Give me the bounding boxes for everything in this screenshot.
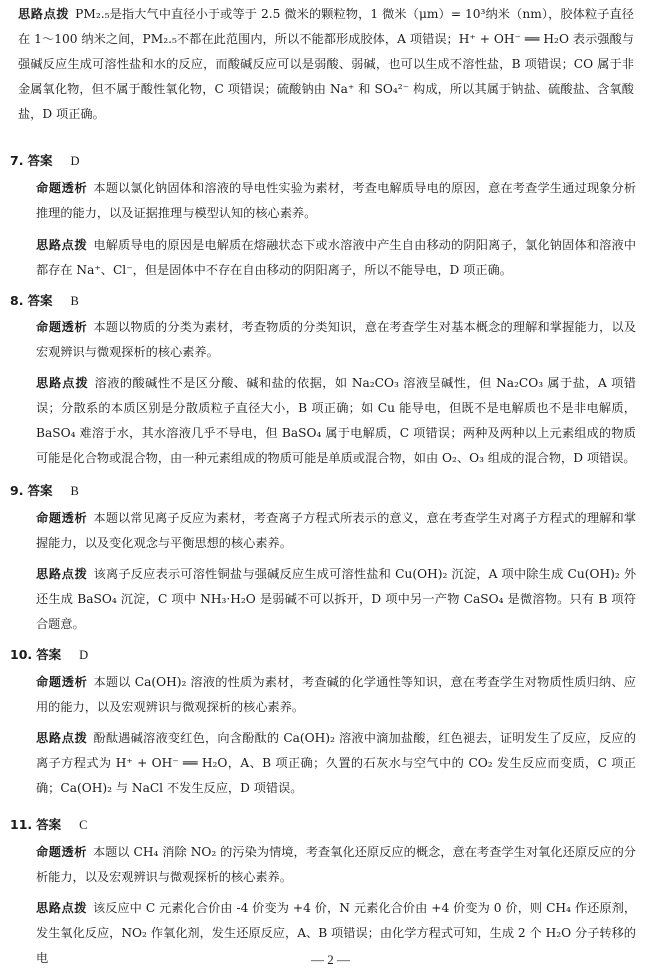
question-number: 11.: [10, 817, 33, 832]
answer-value: C: [79, 818, 88, 832]
paragraph-10-reasoning: [36, 726, 636, 801]
answer-9: [10, 480, 79, 502]
section-label: 命题透析: [36, 511, 88, 525]
question-number: 8.: [10, 293, 24, 308]
paragraph-text: 本题以 Ca(OH)₂ 溶液的性质为素材，考查碱的化学通性等知识，意在考查学生对物质性质归纳、应用的能力，以及宏观辨识与微观探析的核心素养。: [36, 675, 636, 714]
answer-label: 答案: [27, 153, 53, 168]
answer-label: 答案: [27, 483, 53, 498]
page-number: — 2 —: [311, 952, 350, 967]
paragraph-8-reasoning: [36, 371, 636, 471]
paragraph-text: 该离子反应表示可溶性铜盐与强碱反应生成可溶性盐和 Cu(OH)₂ 沉淀，A 项中除生成 Cu(OH)₂ 外还生成 BaSO₄ 沉淀，C 项中 NH₃·H₂O 是弱碱不可以拆开，D 项中另一产物 CaSO₄ 是微溶物。只有 B 项符合题意。: [36, 567, 637, 631]
answer-label: 答案: [36, 647, 62, 662]
section-label: 思路点拨: [36, 376, 89, 390]
paragraph-text: 酚酞遇碱溶液变红色，向含酚酞的 Ca(OH)₂ 溶液中滴加盐酸，红色褪去，证明发生了反应，反应的离子方程式为 H⁺ + OH⁻ ══ H₂O，A、B 项正确；久置的石灰水与空气中的 CO₂ 发生反应而变质，C 项正确；Ca(OH)₂ 与 NaCl 不发生反应，D 项错误。: [36, 731, 636, 795]
paragraph-11-intent: [36, 840, 636, 890]
question-number: 9.: [10, 483, 24, 498]
paragraph-text: 该反应中 C 元素化合价由 -4 价变为 +4 价，N 元素化合价由 +4 价变为 0 价，则 CH₄ 作还原剂，发生氧化反应，NO₂ 作氧化剂，发生还原反应，A、B 项错误；由化学方程式可知，生成 2 个 H₂O 分子转移的电: [36, 901, 637, 965]
section-label: 命题透析: [36, 675, 88, 689]
section-label: 思路点拨: [36, 901, 87, 915]
paragraph-9-reasoning: [36, 562, 636, 637]
section-label: 命题透析: [36, 181, 88, 195]
paragraph-text: 本题以物质的分类为素材，考查物质的分类知识，意在考查学生对基本概念的理解和掌握能力，以及宏观辨识与微观探析的核心素养。: [36, 320, 637, 359]
answer-value: D: [79, 648, 89, 662]
question-number: 10.: [10, 647, 33, 662]
answer-11: [10, 814, 88, 836]
paragraph-9-intent: [36, 506, 636, 556]
paragraph-7-intent: [36, 176, 636, 226]
section-label: 命题透析: [36, 845, 87, 859]
section-label: 思路点拨: [36, 731, 88, 745]
paragraph-6-reasoning: [18, 2, 634, 127]
answer-7: [10, 150, 79, 172]
paragraph-8-intent: [36, 315, 636, 365]
answer-value: B: [70, 484, 79, 498]
answer-10: [10, 644, 88, 666]
paragraph-text: 本题以氯化钠固体和溶液的导电性实验为素材，考查电解质导电的原因，意在考查学生通过现象分析推理的能力，以及证据推理与模型认知的核心素养。: [36, 181, 637, 220]
section-label: 思路点拨: [18, 7, 70, 21]
section-label: 思路点拨: [36, 567, 88, 581]
answer-8: [10, 290, 79, 312]
paragraph-10-intent: [36, 670, 636, 720]
question-number: 7.: [10, 153, 24, 168]
answer-label: 答案: [27, 293, 53, 308]
paragraph-text: 本题以常见离子反应为素材，考查离子方程式所表示的意义，意在考查学生对离子方程式的理解和掌握能力，以及变化观念与平衡思想的核心素养。: [36, 511, 637, 550]
answer-label: 答案: [36, 817, 62, 832]
answer-value: D: [70, 154, 80, 168]
answer-value: B: [70, 294, 79, 308]
section-label: 命题透析: [36, 320, 88, 334]
paragraph-text: 溶液的酸碱性不是区分酸、碱和盐的依据，如 Na₂CO₃ 溶液呈碱性，但 Na₂CO₃ 属于盐，A 项错误；分散系的本质区别是分散质粒子直径大小，B 项正确；如 Cu 能导电，但既不是电解质也不是非电解质，BaSO₄ 难溶于水，其水溶液几乎不导电，但 BaSO₄ 属于电解质，C 项错误；两种及两种以上元素组成的物质可能是化合物或混合物，由一种元素组成的物质可能是单质或混合物，如由 O₂、O₃ 组成的混合物，D 项错误。: [36, 376, 636, 465]
section-label: 思路点拨: [36, 238, 88, 252]
paragraph-text: 本题以 CH₄ 消除 NO₂ 的污染为情境，考查氧化还原反应的概念，意在考查学生对氧化还原反应的分析能力，以及宏观辨识与微观探析的核心素养。: [36, 845, 636, 884]
paragraph-text: 电解质导电的原因是电解质在熔融状态下或水溶液中产生自由移动的阴阳离子，氯化钠固体和溶液中都存在 Na⁺、Cl⁻，但是固体中不存在自由移动的阴阳离子，所以不能导电，D 项正确。: [36, 238, 637, 277]
paragraph-text: PM₂.₅是指大气中直径小于或等于 2.5 微米的颗粒物，1 微米（μm）= 10³纳米（nm），胶体粒子直径在 1～100 纳米之间，PM₂.₅不都在此范围内，所以不能都形成胶体，A 项错误；H⁺ + OH⁻ ══ H₂O 表示强酸与强碱反应生成可溶性盐和水的反应，而酸碱反应可以是弱酸、弱碱，也可以生成不溶性盐，B 项错误；CO 属于非金属氧化物，但不属于酸性氧化物，C 项错误；硫酸钠由 Na⁺ 和 SO₄²⁻ 构成，所以其属于钠盐、硫酸盐、含氧酸盐，D 项正确。: [18, 7, 634, 121]
paragraph-7-reasoning: [36, 233, 636, 283]
